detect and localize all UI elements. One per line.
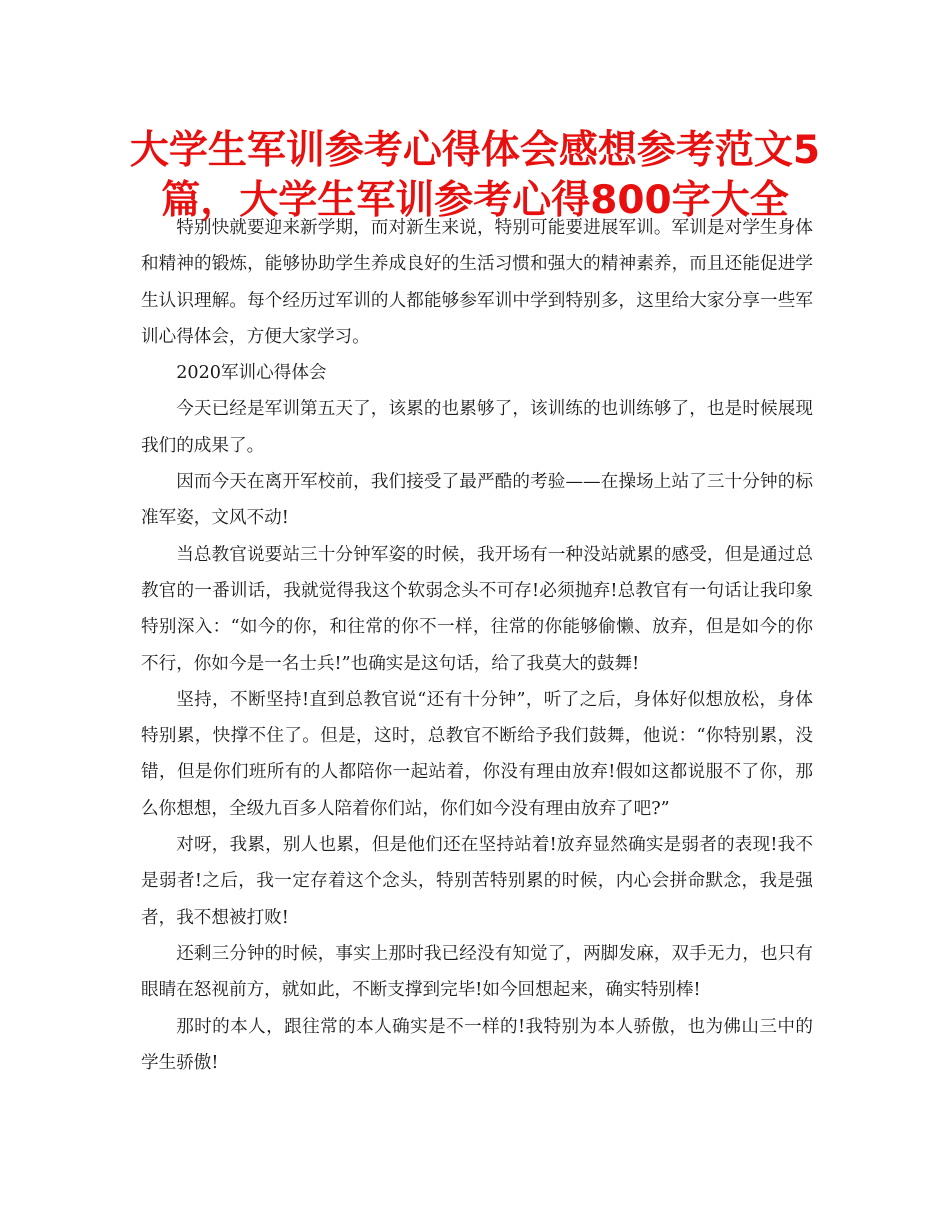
- section-heading: 2020军训心得体会: [176, 363, 327, 384]
- document-body: [141, 210, 813, 1081]
- paragraph: 坚持，不断坚持!直到总教官说“还有十分钟”，听了之后，身体好似想放松，身体特别累，快撑不住了。但是，这时，总教官不断给予我们鼓舞，他说：“你特别累，没错，但是你们班所有的人都陪你一起站着，你没有理由放弃!假如这都说服不了你，那么你想想，全级九百多人陪着你们站，你们如今没有理由放弃了吧?”: [141, 689, 813, 819]
- paragraph: 那时的本人，跟往常的本人确实是不一样的!我特别为本人骄傲，也为佛山三中的学生骄傲!: [141, 1016, 813, 1073]
- paragraph: 还剩三分钟的时候，事实上那时我已经没有知觉了，两脚发麻，双手无力，也只有眼睛在怒视前方，就如此，不断支撑到完毕!如今回想起来，确实特别棒!: [141, 943, 813, 1001]
- paragraph: 对呀，我累，别人也累，但是他们还在坚持站着!放弃显然确实是弱者的表现!我不是弱者!之后，我一定存着这个念头，特别苦特别累的时候，内心会拼命默念，我是强者，我不想被打败!: [141, 835, 813, 928]
- paragraph: 当总教官说要站三十分钟军姿的时候，我开场有一种没站就累的感受，但是通过总教官的一番训话，我就觉得我这个软弱念头不可存!必须抛弃!总教官有一句话让我印象特别深入：“如今的你，和往常的你不一样，往常的你能够偷懒、放弃，但是如今的你不行，你如今是一名士兵!”也确实是这句话，给了我莫大的鼓舞!: [141, 544, 813, 674]
- document-title: 大学生军训参考心得体会感想参考范文5篇，大学生军训参考心得800字大全: [129, 128, 821, 223]
- paragraph: 今天已经是军训第五天了，该累的也累够了，该训练的也训练够了，也是时候展现我们的成果了。: [141, 399, 813, 456]
- paragraph-intro: 特别快就要迎来新学期，而对新生来说，特别可能要进展军训。军训是对学生身体和精神的锻炼，能够协助学生养成良好的生活习惯和强大的精神素养，而且还能促进学生认识理解。每个经历过军训的人都能够参军训中学到特别多，这里给大家分享一些军训心得体会，方便大家学习。: [141, 218, 813, 347]
- paragraph: 因而今天在离开军校前，我们接受了最严酷的考验——在操场上站了三十分钟的标准军姿，文风不动!: [141, 472, 813, 529]
